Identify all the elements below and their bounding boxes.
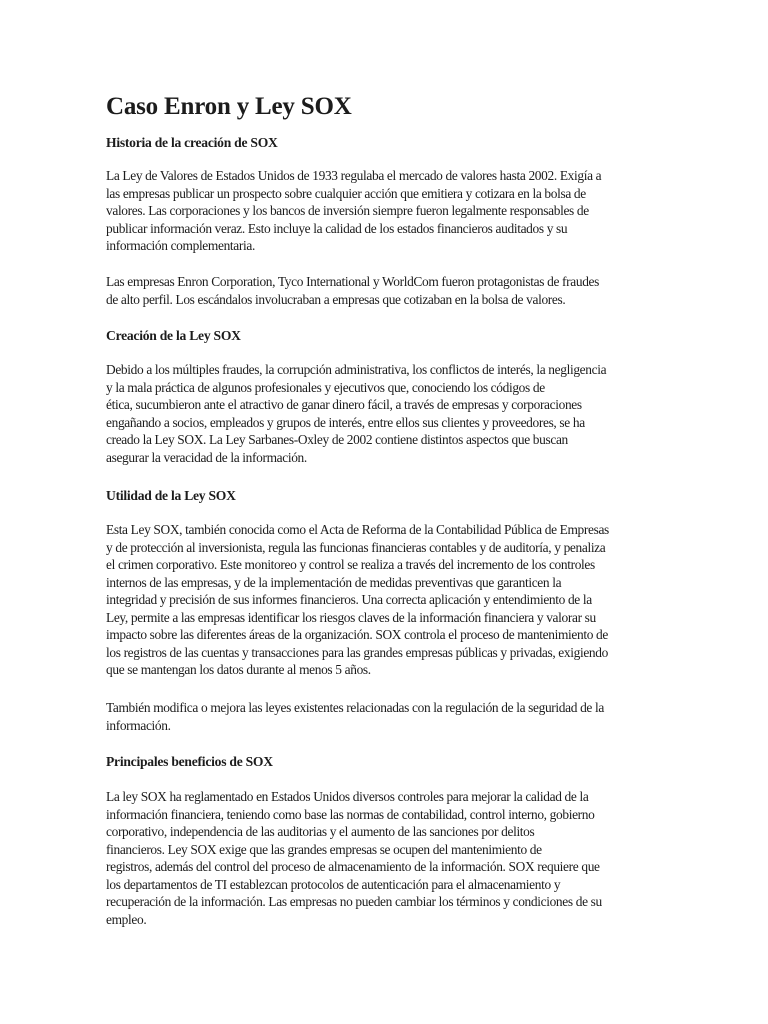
paragraph-ley-valores-1933	[106, 167, 662, 255]
text-line: publicar información veraz. Esto incluye la calidad de los estados financieros auditados y su	[106, 220, 568, 236]
text-line: La Ley de Valores de Estados Unidos de 1933 regulaba el mercado de valores hasta 2002. Exigía a	[106, 168, 602, 183]
text-line: ética, sucumbieron ante el atractivo de ganar dinero fácil, a través de empresas y corporaciones	[106, 397, 582, 412]
text-line: información complementaria.	[106, 238, 255, 253]
text-line: los registros de las cuentas y transacciones para las grandes empresas públicas y privadas, exigiendo	[106, 644, 608, 660]
text-line: los departamentos de TI establezcan protocolos de autenticación para el almacenamiento y	[106, 876, 561, 892]
text-line: creado la Ley SOX. La Ley Sarbanes-Oxley de 2002 contiene distintos aspectos que buscan	[106, 432, 568, 447]
text-line: Esta Ley SOX, también conocida como el Acta de Reforma de la Contabilidad Pública de Empresas	[106, 522, 609, 537]
document-title: Caso Enron y Ley SOX	[106, 93, 352, 120]
text-line: empleo.	[106, 911, 147, 927]
text-line: de alto perfil. Los escándalos involucraban a empresas que cotizaban en la bolsa de valores.	[106, 291, 566, 307]
text-line: corporativo, independencia de las auditorias y el aumento de las sanciones por delitos	[106, 824, 535, 839]
text-line: Debido a los múltiples fraudes, la corrupción administrativa, los conflictos de interés, la negligencia	[106, 362, 607, 377]
text-line: que se mantengan los datos durante al menos 5 años.	[106, 662, 371, 677]
text-line: información.	[106, 717, 171, 733]
section-heading-historia: Historia de la creación de SOX	[106, 135, 278, 150]
text-line: y de protección al inversionista, regula las funcionas financieras contables y de auditoría, y penaliza	[106, 539, 606, 555]
text-line: engañando a socios, empleados y grupos de interés, entre ellos sus clientes y proveedores, se ha	[106, 414, 585, 430]
text-line: financieros. Ley SOX exige que las grandes empresas se ocupen del mantenimiento de	[106, 841, 542, 857]
text-line: Ley, permite a las empresas identificar los riesgos claves de la información financiera y valorar su	[106, 609, 596, 625]
text-line: información financiera, teniendo como base las normas de contabilidad, control interno, gobierno	[106, 806, 595, 822]
text-line: internos de las empresas, y de la implementación de medidas preventivas que garanticen la	[106, 574, 562, 590]
text-line: La ley SOX ha reglamentado en Estados Unidos diversos controles para mejorar la calidad de la	[106, 789, 589, 804]
text-line: integridad y precisión de sus informes financieros. Una correcta aplicación y entendimiento de la	[106, 592, 592, 607]
section-heading-utilidad: Utilidad de la Ley SOX	[106, 488, 236, 503]
text-line: impacto sobre las diferentes áreas de la organización. SOX controla el proceso de mantenimiento de	[106, 627, 608, 642]
paragraph-modifica-leyes	[106, 699, 662, 734]
paragraph-controles-calidad	[106, 788, 662, 928]
paragraph-fraudes-corrupcion	[106, 361, 662, 466]
text-line: También modifica o mejora las leyes existentes relacionadas con la regulación de la seguridad de la	[106, 700, 604, 715]
text-line: registros, además del control del proceso de almacenamiento de la información. SOX requiere que	[106, 859, 600, 874]
paragraph-enron-tyco-worldcom	[106, 273, 662, 308]
text-line: el crimen corporativo. Este monitoreo y control se realiza a través del incremento de los controles	[106, 557, 595, 572]
text-line: valores. Las corporaciones y los bancos de inversión siempre fueron legalmente responsables de	[106, 203, 589, 218]
section-heading-beneficios: Principales beneficios de SOX	[106, 754, 273, 769]
text-line: las empresas publicar un prospecto sobre cualquier acción que emitiera y cotizara en la bolsa de	[106, 185, 586, 201]
text-line: recuperación de la información. Las empresas no pueden cambiar los términos y condiciones de su	[106, 894, 602, 909]
text-line: Las empresas Enron Corporation, Tyco International y WorldCom fueron protagonistas de fraudes	[106, 274, 599, 289]
section-heading-creacion: Creación de la Ley SOX	[106, 328, 241, 343]
paragraph-acta-reforma	[106, 521, 662, 679]
text-line: y la mala práctica de algunos profesionales y ejecutivos que, conociendo los códigos de	[106, 379, 545, 395]
text-line: asegurar la veracidad de la información.	[106, 449, 307, 465]
